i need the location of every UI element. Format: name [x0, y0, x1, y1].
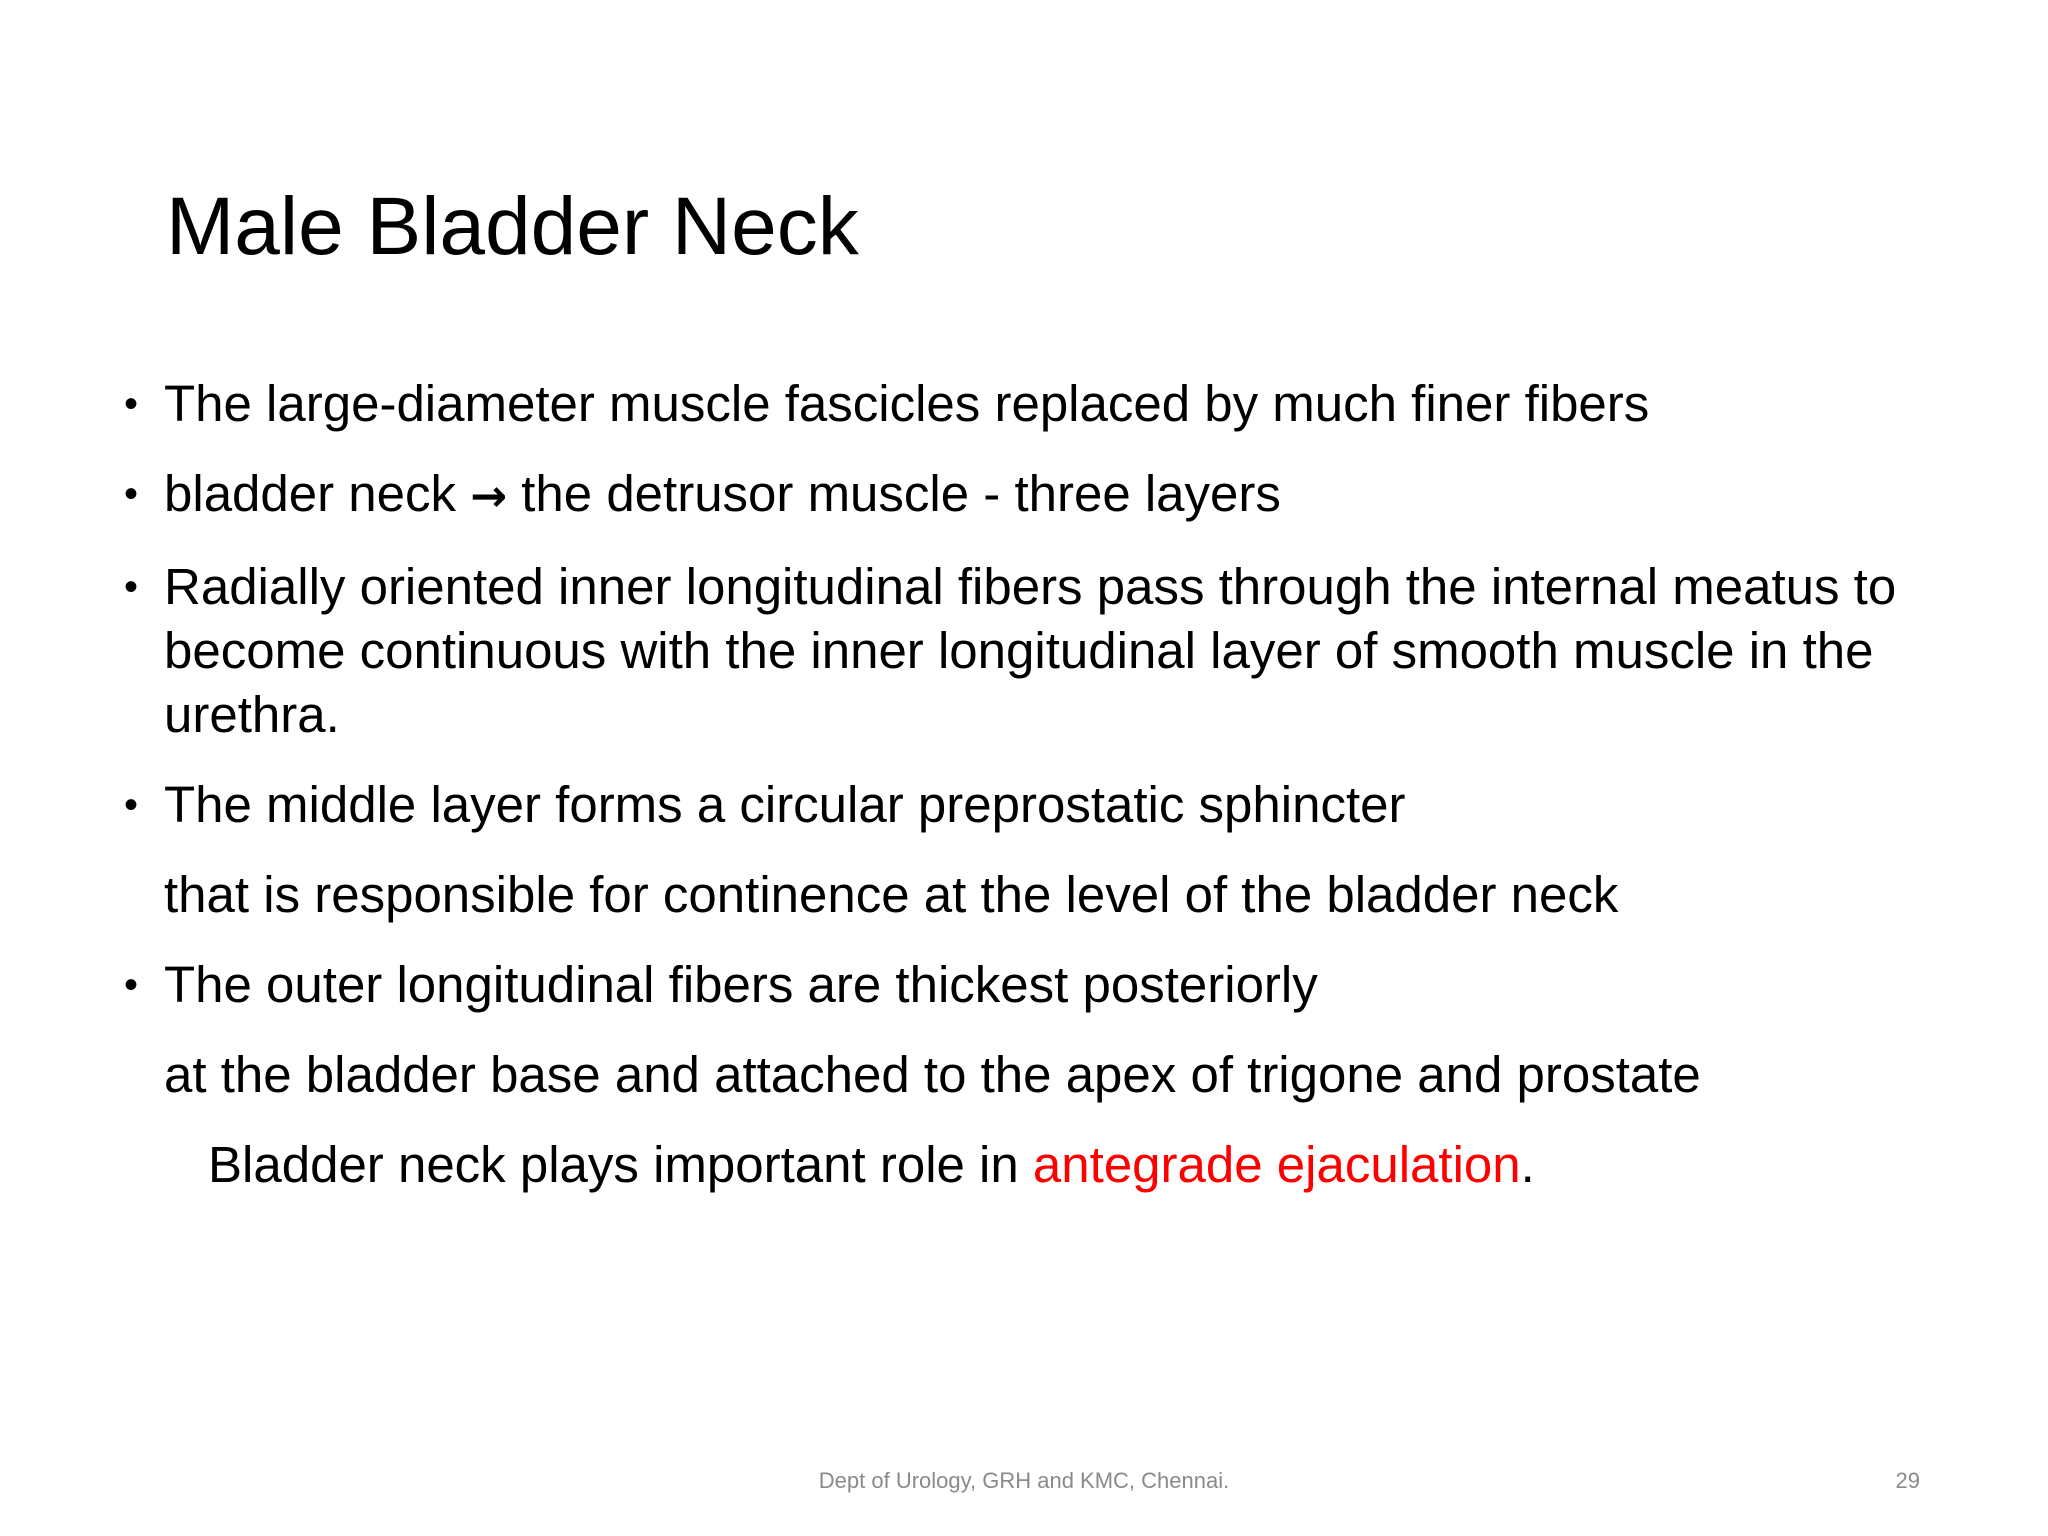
bullet-item-4: [124, 773, 1954, 837]
bullet-text: The middle layer forms a circular preprostatic sphincter: [164, 776, 1406, 833]
bullet-continuation-4: that is responsible for continence at the level of the bladder neck: [164, 866, 1619, 923]
slide-title: Male Bladder Neck: [166, 181, 859, 272]
closing-highlight: antegrade ejaculation: [1032, 1136, 1521, 1193]
closing-text-pre: Bladder neck plays important role in: [208, 1136, 1033, 1193]
bullet-text: Radially oriented inner longitudinal fibers pass through the internal meatus to become continuous with the inner longitudinal layer of smooth muscle in the urethra.: [164, 558, 1897, 743]
bullet-item-1: [124, 372, 1954, 436]
page-number: 29: [1895, 1468, 1920, 1493]
slide-footer: Dept of Urology, GRH and KMC, Chennai.: [818, 1468, 1230, 1493]
closing-text-post: .: [1520, 1136, 1535, 1193]
bullet-continuation-5: at the bladder base and attached to the apex of trigone and prostate: [164, 1046, 1701, 1103]
closing-statement: [124, 1133, 1954, 1197]
bullet-item-5: [124, 953, 1954, 1017]
bullet-dot: •: [124, 565, 139, 609]
bullet-dot: •: [124, 783, 139, 827]
bullet-text: [164, 462, 1954, 529]
bullet-text-post: the detrusor muscle - three layers: [507, 465, 1281, 522]
bullet-text: The outer longitudinal fibers are thickest posteriorly: [164, 956, 1318, 1013]
bullet-text-pre: bladder neck: [164, 465, 471, 522]
arrow-right-icon: →: [470, 471, 508, 522]
bullet-dot: •: [124, 963, 139, 1007]
bullet-item-2: [124, 462, 1954, 529]
bullet-item-3: [124, 555, 1954, 747]
slide-body: [124, 372, 1954, 1197]
bullet-dot: •: [124, 382, 139, 426]
bullet-text: The large-diameter muscle fascicles replaced by much finer fibers: [164, 375, 1650, 432]
bullet-dot: •: [124, 472, 139, 516]
